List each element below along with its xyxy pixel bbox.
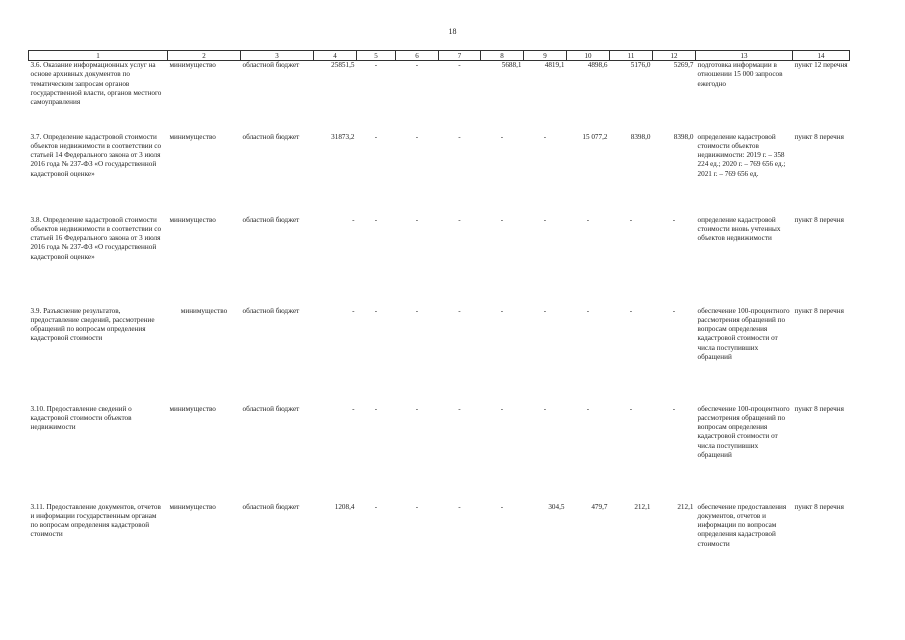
expected-result: обеспечение предоставления документов, отчетов и информации по вопросам определения кадастровой стоимости (697, 502, 787, 548)
activity-name: 3.6. Оказание информационных услуг на основе архивных документов по тематическим запросам органов государственной власти, органов местного самоуправления (30, 61, 162, 107)
year-value: - (629, 404, 633, 413)
reference: пункт 8 перечня (794, 306, 844, 315)
column-number: 9 (524, 51, 567, 61)
reference: пункт 8 перечня (794, 404, 844, 413)
year-value: - (374, 306, 378, 315)
year-value: - (586, 404, 590, 413)
year-value: - (543, 306, 547, 315)
funding-source: областной бюджет (242, 404, 300, 413)
column-number: 3 (241, 51, 314, 61)
column-number: 6 (396, 51, 439, 61)
year-value: - (415, 404, 419, 413)
column-number: 4 (314, 51, 357, 61)
activity-name: 3.10. Предоставление сведений о кадастровой стоимости объектов недвижимости (30, 404, 132, 432)
year-value: - (500, 132, 504, 141)
reference: пункт 12 перечня (794, 61, 848, 69)
page-number: 18 (448, 27, 457, 36)
expected-result: подготовка информации в отношении 15 000 запросов ежегодно (697, 61, 783, 88)
year-value: - (374, 404, 378, 413)
funding-source: областной бюджет (242, 502, 300, 511)
column-number: 7 (439, 51, 481, 61)
year-value: - (500, 215, 504, 224)
total-amount: - (352, 306, 355, 315)
year-value: - (500, 306, 504, 315)
year-value: - (586, 306, 590, 315)
total-amount: - (352, 404, 355, 413)
year-value: - (458, 215, 461, 224)
funding-source: областной бюджет (242, 215, 300, 224)
table-row (29, 503, 850, 583)
column-number-row (29, 51, 850, 61)
year-value: 5176,0 (630, 61, 651, 69)
year-value: - (629, 215, 633, 224)
activity-name: 3.11. Предоставление документов, отчетов и информации государственным органам по вопросам определения кадастровой стоимости (30, 502, 161, 539)
expected-result: определение кадастровой стоимости вновь учтенных объектов недвижимости (697, 215, 781, 243)
year-value: 4819,1 (544, 61, 565, 69)
year-value: - (458, 502, 461, 511)
funding-source: областной бюджет (242, 132, 300, 141)
reference: пункт 8 перечня (794, 215, 844, 224)
table-row (29, 307, 850, 405)
responsible-executor: минимущество (169, 502, 216, 511)
year-value: - (672, 215, 676, 224)
responsible-executor: минимущество (169, 404, 216, 413)
column-number: 2 (168, 51, 241, 61)
column-number: 1 (29, 51, 168, 61)
activity-name: 3.9. Разъяснение результатов, предоставление сведений, рассмотрение обращений по вопросам определения кадастровой стоимости (30, 306, 155, 343)
expected-result: обеспечение 100-процентного рассмотрения обращений по вопросам определения кадастровой стоимости от числа поступивших обращений (697, 306, 790, 361)
year-value: 479,7 (591, 502, 608, 511)
expected-result: обеспечение 100-процентного рассмотрения обращений по вопросам определения кадастровой стоимости от числа поступивших обращений (697, 404, 790, 459)
year-value: 8398,0 (630, 132, 651, 141)
activity-name: 3.8. Определение кадастровой стоимости объектов недвижимости в соответствии со статьей 16 Федерального закона от 3 июля 2016 года № 237-ФЗ «О государственной кадастровой оценке» (30, 215, 162, 261)
column-number: 11 (610, 51, 653, 61)
table-row (29, 61, 850, 133)
column-number: 12 (653, 51, 696, 61)
year-value: - (500, 404, 504, 413)
year-value: - (458, 306, 461, 315)
total-amount: - (352, 215, 355, 224)
column-number: 14 (793, 51, 850, 61)
responsible-executor: минимущество (169, 132, 216, 141)
reference: пункт 8 перечня (794, 132, 844, 141)
table-row (29, 405, 850, 503)
year-value: 15 077,2 (582, 132, 608, 141)
year-value: 8398,0 (673, 132, 694, 141)
expected-result: определение кадастровой стоимости объектов недвижимости: 2019 г. – 358 224 ед.; 2020 г. – 769 656 ед.; 2021 г. – 769 656 ед. (697, 132, 786, 178)
column-number: 8 (481, 51, 524, 61)
year-value: - (415, 132, 419, 141)
table-row (29, 133, 850, 216)
year-value: - (672, 306, 676, 315)
year-value: - (374, 132, 378, 141)
year-value: - (374, 215, 378, 224)
year-value: - (458, 61, 461, 69)
year-value: - (629, 306, 633, 315)
year-value: - (374, 61, 378, 69)
year-value: - (543, 132, 547, 141)
year-value: 212,1 (677, 502, 694, 511)
year-value: - (415, 61, 419, 69)
year-value: - (543, 404, 547, 413)
funding-source: областной бюджет (242, 306, 300, 315)
year-value: 212,1 (634, 502, 651, 511)
year-value: - (586, 215, 590, 224)
year-value: - (458, 404, 461, 413)
total-amount: 25851,5 (331, 61, 355, 69)
column-number: 5 (357, 51, 396, 61)
column-number: 13 (696, 51, 793, 61)
funding-source: областной бюджет (242, 61, 300, 69)
column-number: 10 (567, 51, 610, 61)
table-row (29, 216, 850, 307)
year-value: 5688,1 (501, 61, 522, 69)
year-value: 304,5 (548, 502, 565, 511)
year-value: - (500, 502, 504, 511)
year-value: - (415, 306, 419, 315)
responsible-executor: минимущество (180, 306, 228, 315)
program-activities-table (28, 50, 850, 583)
year-value: - (374, 502, 378, 511)
year-value: 5269,7 (673, 61, 694, 69)
reference: пункт 8 перечня (794, 502, 844, 511)
total-amount: 31873,2 (331, 132, 355, 141)
year-value: - (458, 132, 461, 141)
year-value: - (415, 215, 419, 224)
year-value: - (415, 502, 419, 511)
responsible-executor: минимущество (169, 61, 216, 69)
activity-name: 3.7. Определение кадастровой стоимости объектов недвижимости в соответствии со статьей 14 Федерального закона от 3 июля 2016 года № 237-ФЗ «О государственной кадастровой оценке» (30, 132, 162, 178)
year-value: - (543, 215, 547, 224)
responsible-executor: минимущество (169, 215, 216, 224)
total-amount: 1208,4 (334, 502, 355, 511)
year-value: - (672, 404, 676, 413)
year-value: 4898,6 (587, 61, 608, 69)
